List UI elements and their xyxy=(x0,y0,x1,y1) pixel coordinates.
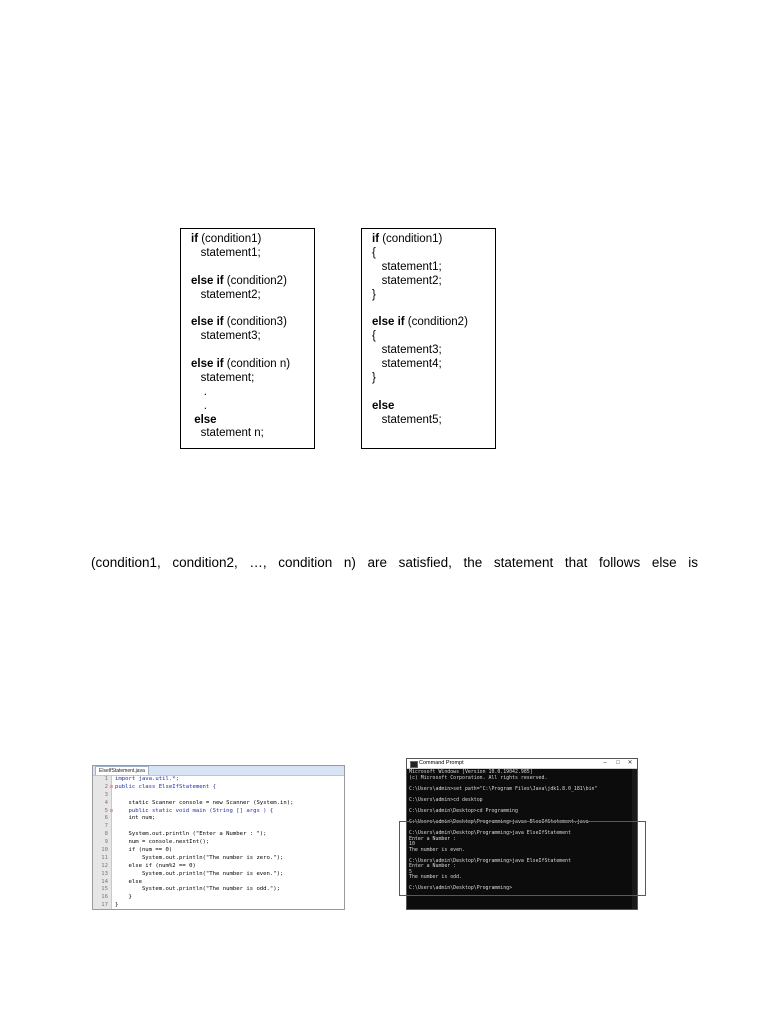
line-number: 6 xyxy=(104,815,108,822)
syntax-line xyxy=(372,344,485,358)
cmd-title: Command Prompt xyxy=(419,760,464,766)
syntax-text: (condition2) xyxy=(404,316,468,329)
code-line xyxy=(93,879,344,887)
syntax-text: (condition1) xyxy=(198,233,262,245)
line-number: 12 xyxy=(101,862,108,869)
code-line xyxy=(93,847,344,855)
terminal-line: 5 xyxy=(409,868,412,875)
editor-tab-bar xyxy=(93,766,344,776)
editor-file-tab: ElseIfStatement.java xyxy=(95,766,149,775)
code-text: } xyxy=(115,894,132,901)
close-icon: ✕ xyxy=(627,760,633,766)
code-line xyxy=(93,792,344,800)
syntax-line xyxy=(191,316,304,330)
keyword: else xyxy=(191,413,217,426)
keyword: else if xyxy=(191,358,224,371)
syntax-text: statement2; xyxy=(191,288,261,301)
cmd-window-icon xyxy=(410,761,418,768)
keyword: if xyxy=(372,233,380,245)
line-number: 13 xyxy=(101,870,108,877)
body-paragraph: (condition1, condition2, …, condition n) are satisfied, the statement that follows else is xyxy=(91,555,698,570)
syntax-line xyxy=(191,372,304,386)
syntax-line xyxy=(372,400,485,414)
fold-icon[interactable]: ⊟ xyxy=(110,807,114,814)
syntax-line xyxy=(372,289,485,303)
code-line xyxy=(93,831,344,839)
syntax-text: statement2; xyxy=(372,274,442,287)
code-text: } xyxy=(115,902,119,909)
syntax-line xyxy=(372,302,485,316)
code-text: if (num == 0) xyxy=(115,847,173,854)
keyword: else if xyxy=(372,316,405,329)
syntax-line xyxy=(372,261,485,275)
syntax-text: statement4; xyxy=(372,358,442,371)
code-line xyxy=(93,894,344,902)
syntax-text: } xyxy=(372,288,376,301)
terminal-line: The number is even. xyxy=(409,846,465,853)
fold-icon[interactable]: ⊟ xyxy=(110,783,114,790)
syntax-text: (condition3) xyxy=(223,316,287,329)
syntax-line xyxy=(372,414,485,428)
syntax-line xyxy=(372,233,485,247)
code-text: System.out.println("The number is zero."); xyxy=(115,854,284,861)
syntax-line xyxy=(372,330,485,344)
syntax-line xyxy=(372,316,485,330)
syntax-line xyxy=(372,386,485,400)
code-text: System.out.println("The number is even."); xyxy=(115,870,284,877)
terminal-line: 10 xyxy=(409,841,415,848)
syntax-text: } xyxy=(372,371,376,384)
code-text: else xyxy=(115,878,142,885)
syntax-text: { xyxy=(372,246,376,259)
code-line xyxy=(93,776,344,784)
line-number: 2 xyxy=(104,783,108,790)
code-editor-screenshot xyxy=(92,765,345,910)
terminal-line: Enter a Number : xyxy=(409,863,457,870)
terminal-line: C:\Users\admin\Desktop\Programming>javac ElseIfStatement.java xyxy=(409,818,589,825)
code-line xyxy=(93,784,344,792)
line-number: 17 xyxy=(101,902,108,909)
syntax-text: statement; xyxy=(191,371,255,384)
syntax-line xyxy=(191,275,304,289)
code-area xyxy=(93,776,344,909)
syntax-text: statement3; xyxy=(372,344,442,357)
syntax-text: (condition1) xyxy=(379,233,443,245)
syntax-box-blocks xyxy=(361,228,496,449)
syntax-text: statement1; xyxy=(191,246,261,259)
syntax-line xyxy=(372,372,485,386)
line-number: 3 xyxy=(104,791,108,798)
code-line xyxy=(93,823,344,831)
syntax-text: . xyxy=(191,385,207,398)
code-line xyxy=(93,808,344,816)
syntax-line xyxy=(191,344,304,358)
code-line xyxy=(93,871,344,879)
syntax-line xyxy=(191,330,304,344)
syntax-line xyxy=(191,400,304,414)
line-number: 4 xyxy=(104,799,108,806)
terminal-line: Microsoft Windows [Version 10.0.19042.985] xyxy=(409,769,533,775)
code-line xyxy=(93,902,344,910)
syntax-line xyxy=(372,358,485,372)
terminal-line: The number is odd. xyxy=(409,874,462,881)
keyword: else if xyxy=(191,274,224,287)
code-text: else if (num%2 == 0) xyxy=(115,862,196,869)
syntax-line xyxy=(372,247,485,261)
syntax-line xyxy=(372,275,485,289)
terminal-line: C:\Users\admin>cd desktop xyxy=(409,796,483,803)
code-line xyxy=(93,839,344,847)
syntax-line xyxy=(191,261,304,275)
syntax-text: { xyxy=(372,330,376,343)
cmd-titlebar xyxy=(407,759,637,769)
line-number: 8 xyxy=(104,831,108,838)
code-text: import java.util.*; xyxy=(115,776,179,782)
terminal-line: Enter a Number : xyxy=(409,835,457,842)
syntax-line xyxy=(191,247,304,261)
code-line xyxy=(93,815,344,823)
terminal-line: C:\Users\admin\Desktop>cd Programming xyxy=(409,807,518,814)
syntax-text: statement1; xyxy=(372,260,442,273)
line-number: 5 xyxy=(104,807,108,814)
syntax-line xyxy=(191,414,304,428)
terminal-line: C:\Users\admin\Desktop\Programming>java ElseIfStatement xyxy=(409,857,571,864)
code-text: public class ElseIfStatement { xyxy=(115,783,217,790)
syntax-text: statement n; xyxy=(191,427,264,440)
line-number: 11 xyxy=(101,854,108,861)
syntax-line xyxy=(191,302,304,316)
syntax-text: statement3; xyxy=(191,330,261,343)
line-number: 15 xyxy=(101,886,108,893)
line-number: 9 xyxy=(104,839,108,846)
terminal-line: C:\Users\admin\Desktop\Programming> xyxy=(409,885,513,892)
code-text: System.out.println ("Enter a Number : "); xyxy=(115,831,267,838)
line-number: 10 xyxy=(101,847,108,854)
syntax-line xyxy=(191,233,304,247)
syntax-text: (condition2) xyxy=(223,274,287,287)
terminal-line: C:\Users\admin\Desktop\Programming>java ElseIfStatement xyxy=(409,830,571,837)
output-highlight-box xyxy=(399,818,646,896)
minimize-icon: – xyxy=(603,760,607,766)
keyword: else xyxy=(372,399,395,412)
keyword: if xyxy=(191,233,199,245)
syntax-line xyxy=(191,427,304,441)
terminal-line: (c) Microsoft Corporation. All rights reserved. xyxy=(409,774,548,781)
code-text: System.out.println("The number is odd."); xyxy=(115,886,281,893)
line-number: 16 xyxy=(101,894,108,901)
code-line xyxy=(93,863,344,871)
keyword: else if xyxy=(191,316,224,329)
code-line xyxy=(93,855,344,863)
line-number: 7 xyxy=(104,823,108,830)
line-number: 14 xyxy=(101,878,108,885)
code-text: static Scanner console = new Scanner (System.in); xyxy=(115,799,294,806)
syntax-line xyxy=(191,289,304,303)
syntax-line xyxy=(191,358,304,372)
code-text: num = console.nextInt(); xyxy=(115,839,210,846)
syntax-box-simple xyxy=(180,228,315,449)
line-number: 1 xyxy=(104,776,108,782)
code-line xyxy=(93,800,344,808)
maximize-icon: □ xyxy=(616,760,620,766)
syntax-text: . xyxy=(191,399,207,412)
code-text: int num; xyxy=(115,815,156,822)
syntax-text: (condition n) xyxy=(223,358,291,371)
code-line xyxy=(93,886,344,894)
syntax-text: statement5; xyxy=(372,413,442,426)
syntax-line xyxy=(191,386,304,400)
code-text: public static void main (String [] args ) { xyxy=(115,807,274,814)
terminal-line: C:\Users\admin>set path="C:\Program Files\Java\jdk1.8.0_181\bin" xyxy=(409,785,598,792)
